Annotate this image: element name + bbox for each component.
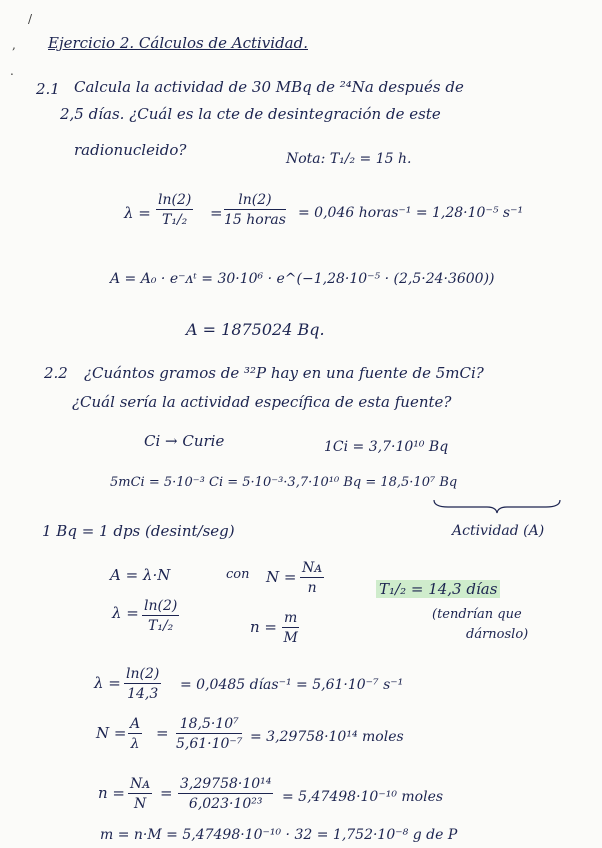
calc-lambda-rhs: = 0,0485 días⁻¹ = 5,61·10⁻⁷ s⁻¹ bbox=[180, 677, 404, 693]
lam-den: T₁/₂ bbox=[148, 618, 174, 634]
calc-N-den-2: 5,61·10⁻⁷ bbox=[176, 736, 243, 752]
exercise-title: Ejercicio 2. Cálculos de Actividad. bbox=[48, 34, 308, 52]
calc-mass: m = n·M = 5,47498·10⁻¹⁰ · 32 = 1,752·10⁻⁸ g de P bbox=[100, 827, 458, 843]
calc-N-lhs: N = bbox=[96, 724, 127, 742]
equals-sign-2: = bbox=[156, 724, 169, 742]
N-fraction bbox=[300, 560, 324, 596]
lam-num: ln(2) bbox=[144, 598, 178, 614]
lam-fraction bbox=[142, 598, 179, 634]
lambda-num-2: ln(2) bbox=[224, 192, 286, 210]
calc-n-num-1: Nᴀ bbox=[130, 776, 151, 792]
lambda-den-1: T₁/₂ bbox=[162, 212, 188, 228]
problem-2-1-line3: radionucleido? bbox=[74, 141, 187, 159]
calc-N-fraction-1 bbox=[128, 716, 142, 752]
margin-scribble-1: / bbox=[28, 12, 33, 26]
lambda-lhs: λ = bbox=[124, 204, 151, 222]
activity-result: A = 1875024 Bq. bbox=[186, 320, 325, 339]
moles-num: m bbox=[284, 610, 298, 626]
N-lhs: N = bbox=[266, 568, 297, 586]
moles-fraction bbox=[282, 610, 299, 646]
calc-N-rhs: = 3,29758·10¹⁴ moles bbox=[250, 729, 404, 745]
actividad-label: Actividad (A) bbox=[452, 523, 545, 539]
calc-n-lhs: n = bbox=[98, 784, 125, 802]
calc-N-num-1: A bbox=[130, 716, 141, 732]
half-life-note-1: (tendrían que bbox=[432, 607, 522, 622]
lambda-fraction-1 bbox=[156, 192, 193, 228]
calc-lambda-num: ln(2) bbox=[126, 666, 160, 682]
calc-lambda-lhs: λ = bbox=[94, 674, 121, 692]
decay-equation: A = A₀ · e⁻ᴧᵗ = 30·10⁶ · e^(−1,28·10⁻⁵ · (2,5·24·3600)) bbox=[110, 271, 495, 287]
problem-2-2-line2: ¿Cuál sería la actividad específica de esta fuente? bbox=[72, 393, 452, 411]
activity-formula: A = λ·N bbox=[110, 566, 171, 584]
half-life-highlight: T₁/₂ = 14,3 días bbox=[376, 580, 500, 598]
N-den: n bbox=[307, 580, 317, 596]
lambda-num-1: ln(2) bbox=[158, 192, 192, 208]
calc-n-den-2: 6,023·10²³ bbox=[188, 796, 263, 812]
nota: Nota: T₁/₂ = 15 h. bbox=[286, 151, 412, 167]
problem-2-1-line2: 2,5 días. ¿Cuál es la cte de desintegración de este bbox=[60, 105, 441, 123]
calc-n-num-2: 3,29758·10¹⁴ bbox=[180, 776, 272, 792]
con-label: con bbox=[226, 567, 250, 582]
calc-N-fraction-2 bbox=[176, 716, 242, 752]
lam-lhs: λ = bbox=[112, 604, 139, 622]
problem-2-1-number: 2.1 bbox=[36, 80, 60, 98]
calc-N-den-1: λ bbox=[130, 736, 140, 752]
lambda-fraction-2 bbox=[224, 192, 286, 228]
calc-lambda-den: 14,3 bbox=[127, 686, 159, 702]
moles-den: M bbox=[283, 630, 298, 646]
margin-scribble-3: . bbox=[10, 64, 14, 78]
half-life-note-2: dárnoslo) bbox=[466, 627, 529, 642]
equals-sign-1: = bbox=[210, 204, 223, 222]
equals-sign-3: = bbox=[160, 784, 173, 802]
half-life bbox=[376, 582, 500, 597]
calc-n-fraction-2 bbox=[178, 776, 273, 812]
curie-equivalence: 1Ci = 3,7·10¹⁰ Bq bbox=[324, 439, 449, 455]
calc-N-num-2: 18,5·10⁷ bbox=[176, 716, 242, 734]
problem-2-2-number: 2.2 bbox=[44, 364, 68, 382]
moles-lhs: n = bbox=[250, 618, 277, 636]
calc-n-rhs: = 5,47498·10⁻¹⁰ moles bbox=[282, 789, 444, 805]
problem-2-1-line1: Calcula la actividad de 30 MBq de ²⁴Na después de bbox=[74, 78, 464, 96]
lambda-rhs: = 0,046 horas⁻¹ = 1,28·10⁻⁵ s⁻¹ bbox=[298, 205, 524, 221]
N-num: Nᴀ bbox=[302, 560, 323, 576]
lambda-den-2: 15 horas bbox=[224, 212, 286, 228]
margin-scribble-2: , bbox=[12, 38, 16, 52]
millicurie-conversion: 5mCi = 5·10⁻³ Ci = 5·10⁻³·3,7·10¹⁰ Bq = 18,5·10⁷ Bq bbox=[110, 475, 458, 490]
calc-n-fraction-1 bbox=[128, 776, 152, 812]
calc-lambda-fraction bbox=[124, 666, 161, 702]
underbrace bbox=[432, 498, 562, 514]
calc-n-den-1: N bbox=[133, 796, 147, 812]
problem-2-2-line1: ¿Cuántos gramos de ³²P hay en una fuente de 5mCi? bbox=[84, 364, 484, 382]
becquerel-definition: 1 Bq = 1 dps (desint/seg) bbox=[42, 522, 235, 540]
curie-definition: Ci → Curie bbox=[144, 432, 225, 450]
